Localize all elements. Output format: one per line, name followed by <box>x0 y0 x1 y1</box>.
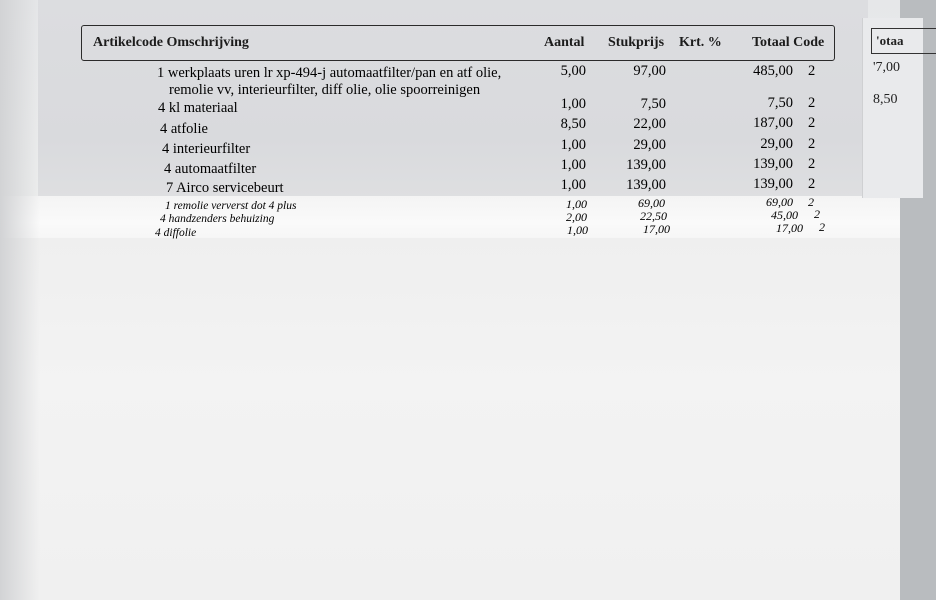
second-sheet-value: '7,00 <box>873 60 901 75</box>
header-totaal-code: Totaal Code <box>752 35 825 50</box>
row-aantal: 2,00 <box>566 210 587 224</box>
row-description: 4 automaatfilter <box>164 161 257 177</box>
row-code: 2 <box>808 115 816 131</box>
row-totaal: 485,00 <box>753 63 793 79</box>
row-totaal: 139,00 <box>753 156 793 172</box>
row-stukprijs: 97,00 <box>633 63 666 79</box>
row-stukprijs: 17,00 <box>643 222 670 236</box>
row-stukprijs: 69,00 <box>638 196 665 210</box>
header-krt: Krt. % <box>679 35 722 50</box>
row-code: 2 <box>808 136 816 152</box>
second-sheet-value: 8,50 <box>873 92 898 107</box>
table-header <box>81 25 835 61</box>
row-description: 1 werkplaats uren lr xp-494-j automaatfilter/pan en atf olie, <box>157 65 502 81</box>
row-stukprijs: 22,00 <box>633 116 666 132</box>
row-aantal: 1,00 <box>567 223 588 237</box>
row-aantal: 1,00 <box>560 96 586 112</box>
row-description: 7 Airco servicebeurt <box>166 180 284 196</box>
row-totaal: 69,00 <box>766 195 793 209</box>
row-description-continued: remolie vv, interieurfilter, diff olie, olie spoorreinigen <box>169 82 481 98</box>
row-description: 4 interieurfilter <box>162 141 251 157</box>
header-aantal: Aantal <box>544 35 585 50</box>
row-code: 2 <box>808 63 816 79</box>
header-artikel: Artikelcode Omschrijving <box>93 35 249 50</box>
row-description: 4 kl materiaal <box>158 100 238 116</box>
row-aantal: 1,00 <box>560 157 586 173</box>
row-code: 2 <box>808 156 816 172</box>
row-code: 2 <box>819 220 825 234</box>
row-aantal: 1,00 <box>560 137 586 153</box>
row-stukprijs: 139,00 <box>626 177 666 193</box>
row-code: 2 <box>814 207 820 221</box>
row-totaal: 29,00 <box>760 136 793 152</box>
receipt-blank-area <box>0 238 900 600</box>
second-receipt-sheet <box>862 18 923 198</box>
row-totaal: 139,00 <box>753 176 793 192</box>
row-description: 1 remolie ververst dot 4 plus <box>165 200 297 212</box>
row-totaal: 17,00 <box>776 221 803 235</box>
row-aantal: 1,00 <box>566 197 587 211</box>
row-stukprijs: 7,50 <box>640 96 666 112</box>
row-description: 4 diffolie <box>155 227 197 239</box>
row-aantal: 1,00 <box>560 177 586 193</box>
row-code: 2 <box>808 195 814 209</box>
row-code: 2 <box>808 176 816 192</box>
paper-shadow <box>0 0 40 600</box>
row-stukprijs: 22,50 <box>640 209 667 223</box>
row-code: 2 <box>808 95 816 111</box>
row-stukprijs: 139,00 <box>626 157 666 173</box>
row-aantal: 8,50 <box>560 116 586 132</box>
second-sheet-header: 'otaa <box>871 28 936 54</box>
row-stukprijs: 29,00 <box>633 137 666 153</box>
row-totaal: 45,00 <box>771 208 798 222</box>
row-totaal: 187,00 <box>753 115 793 131</box>
header-stukprijs: Stukprijs <box>608 35 665 50</box>
row-description: 4 handzenders behuizing <box>160 213 275 225</box>
row-description: 4 atfolie <box>160 121 208 137</box>
row-totaal: 7,50 <box>767 95 793 111</box>
row-aantal: 5,00 <box>560 63 586 79</box>
